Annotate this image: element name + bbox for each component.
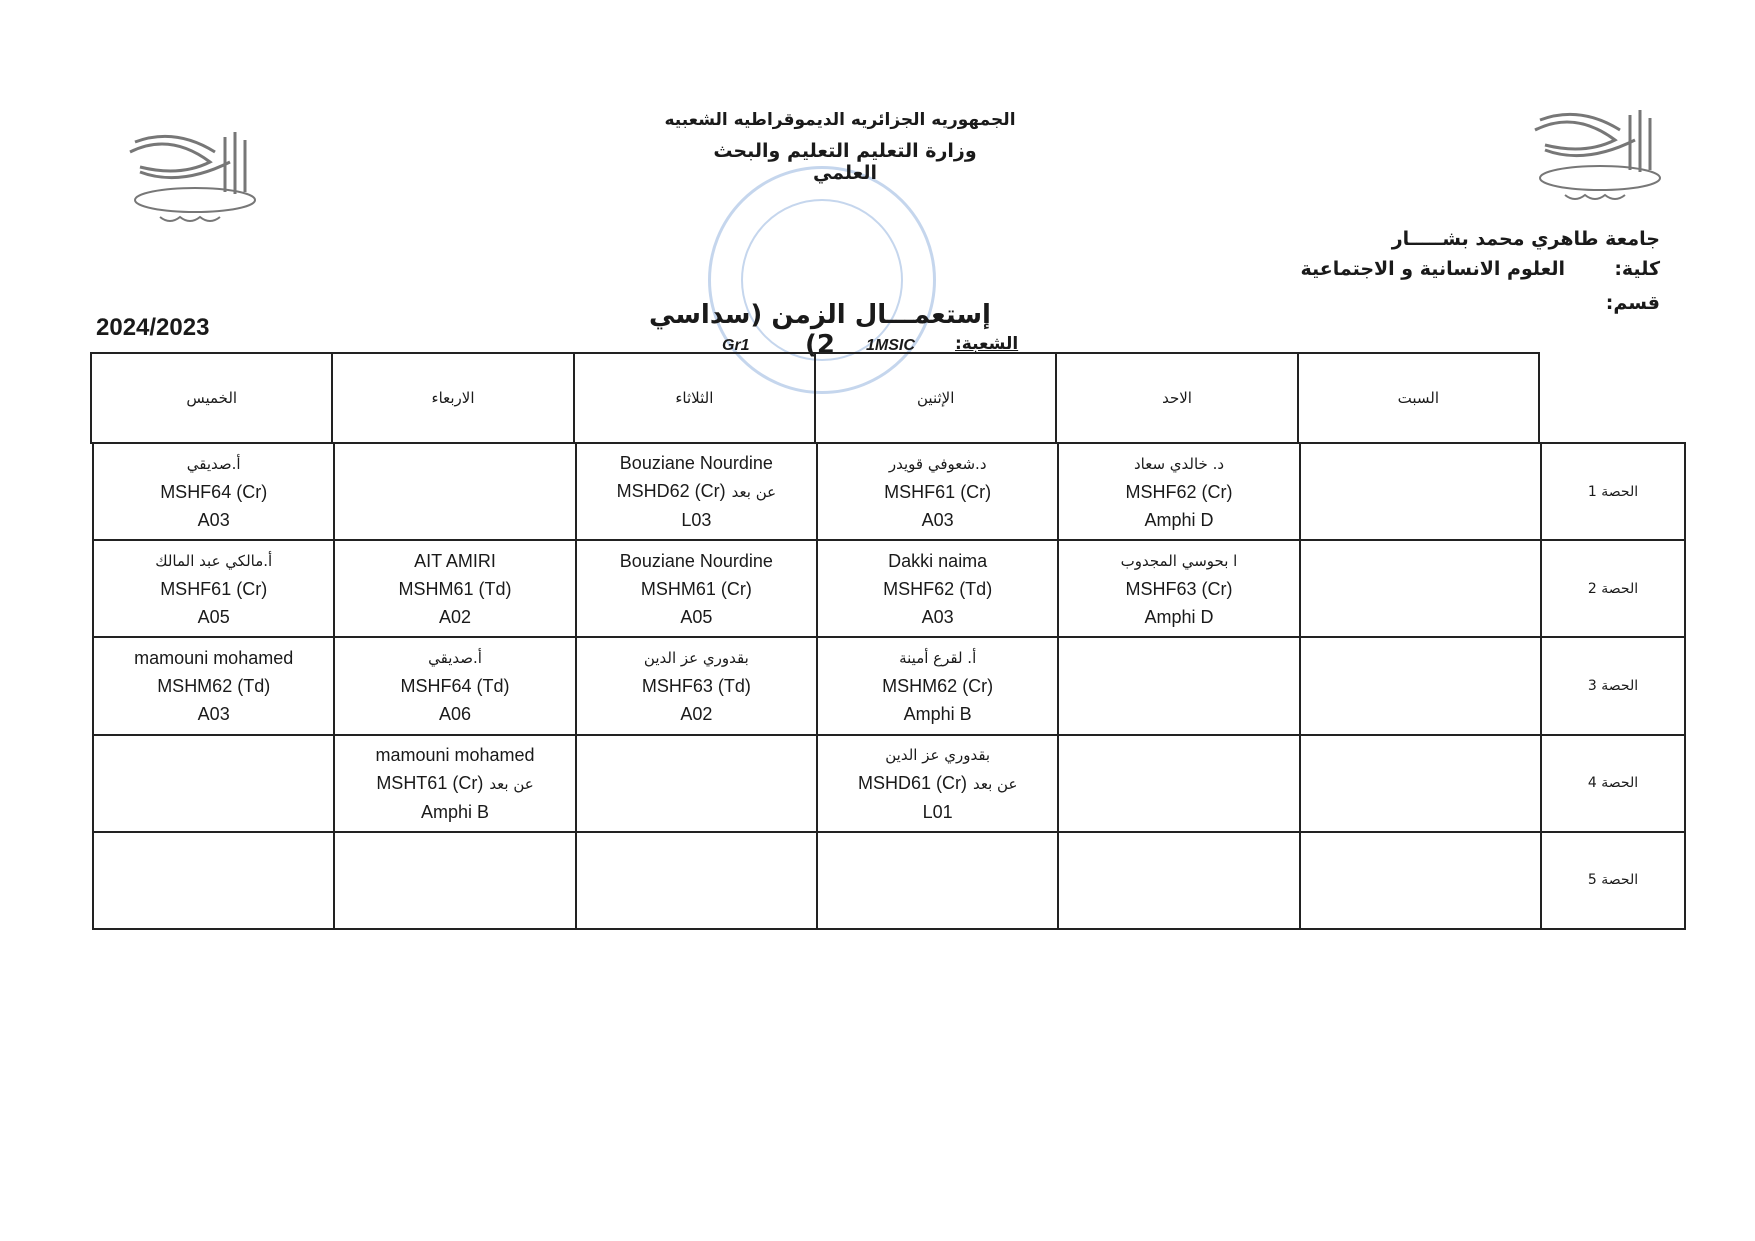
republic-title: الجمهوريه الجزائريه الديموقراطيه الشعبيه xyxy=(664,110,1016,130)
day-thursday: الخميس xyxy=(186,389,238,407)
course-code: MSHF61 (Cr) xyxy=(160,578,268,599)
schedule-cell xyxy=(94,541,333,636)
schedule-cell xyxy=(575,638,816,733)
room-name: A03 xyxy=(197,704,230,724)
session-label: الحصة 4 xyxy=(1540,736,1684,831)
course-code: MSHT61 (Cr) xyxy=(376,772,484,793)
course-line xyxy=(884,481,991,503)
session-label: الحصة 1 xyxy=(1540,444,1684,539)
course-line xyxy=(160,578,267,600)
teacher-name: mamouni mohamed xyxy=(375,744,535,765)
course-line xyxy=(617,480,776,503)
room-name: Amphi D xyxy=(1144,509,1214,530)
room-name: L03 xyxy=(681,510,712,531)
schedule-cell xyxy=(1057,541,1298,636)
schedule-row xyxy=(94,638,1684,735)
course-line xyxy=(401,675,510,697)
timetable-title: إستعمـــال الزمن (سداسي 2) xyxy=(649,300,991,360)
course-code: MSHF61 (Cr) xyxy=(884,481,992,502)
room-name: A06 xyxy=(439,704,472,724)
schedule-cell xyxy=(94,736,333,831)
schedule-row xyxy=(94,736,1684,833)
course-code: MSHF62 (Td) xyxy=(883,578,993,599)
session-label: الحصة 5 xyxy=(1540,833,1684,928)
course-line xyxy=(642,675,751,697)
schedule-cell xyxy=(1299,638,1540,733)
schedule-cell xyxy=(1057,833,1298,928)
schedule-cell xyxy=(1299,444,1540,539)
teacher-name: د. خالدي سعاد xyxy=(1133,454,1225,473)
remote-tag: عن بعد xyxy=(972,774,1018,793)
remote-tag: عن بعد xyxy=(731,483,777,502)
schedule-cell xyxy=(333,444,574,539)
teacher-name: AIT AMIRI xyxy=(414,550,496,571)
course-line xyxy=(1126,481,1233,503)
day-saturday: السبت xyxy=(1297,354,1538,442)
schedule-cell xyxy=(94,833,333,928)
course-line xyxy=(1126,578,1233,600)
course-code: MSHF64 (Cr) xyxy=(160,481,268,502)
branch-value: 1MSIC xyxy=(866,337,915,354)
schedule-grid xyxy=(92,442,1686,930)
faculty-value: العلوم الانسانية و الاجتماعية xyxy=(1300,258,1565,280)
teacher-name: Bouziane Nourdine xyxy=(619,453,773,474)
schedule-cell xyxy=(1299,541,1540,636)
course-code: MSHM61 (Td) xyxy=(398,578,512,599)
academic-year: 2024/2023 xyxy=(96,314,210,341)
room-name: Amphi D xyxy=(1144,606,1214,627)
course-line xyxy=(858,772,1017,795)
room-name: L01 xyxy=(922,801,953,822)
university-logo-left xyxy=(120,122,270,232)
room-name: Amphi B xyxy=(903,704,972,724)
day-monday: الإثنين xyxy=(814,354,1055,442)
schedule-cell xyxy=(1057,736,1298,831)
university-name: جامعة طاهري محمد بشـــــار xyxy=(1391,228,1660,250)
course-line xyxy=(160,481,267,503)
schedule-cell xyxy=(1057,638,1298,733)
schedule-cell xyxy=(575,833,816,928)
teacher-name: بقدوري عز الدين xyxy=(885,745,991,764)
remote-tag: عن بعد xyxy=(489,774,534,793)
course-code: MSHF63 (Cr) xyxy=(1125,578,1233,599)
course-line xyxy=(157,675,270,697)
group-value: Gr1 xyxy=(722,337,750,354)
teacher-name: أ.صديقي xyxy=(428,649,482,667)
teacher-name: أ. لقرع أمينة xyxy=(899,649,977,667)
schedule-cell xyxy=(575,736,816,831)
days-header xyxy=(90,352,1540,444)
schedule-cell xyxy=(575,444,816,539)
course-code: MSHF64 (Td) xyxy=(400,676,510,696)
course-line xyxy=(399,578,512,600)
course-line xyxy=(376,772,533,795)
room-name: A03 xyxy=(921,509,954,530)
room-name: A03 xyxy=(921,606,954,627)
schedule-row xyxy=(94,541,1684,638)
course-code: MSHF62 (Cr) xyxy=(1125,481,1233,502)
session-label: الحصة 3 xyxy=(1540,638,1684,733)
schedule-cell xyxy=(575,541,816,636)
teacher-name: Bouziane Nourdine xyxy=(619,550,773,571)
schedule-cell xyxy=(94,444,333,539)
course-code: MSHD61 (Cr) xyxy=(857,772,967,793)
room-name: A05 xyxy=(680,606,713,627)
faculty-label: كلية: xyxy=(1614,258,1660,280)
day-sunday: الاحد xyxy=(1055,354,1296,442)
schedule-cell xyxy=(333,833,574,928)
schedule-cell xyxy=(94,638,333,733)
schedule-cell xyxy=(333,736,574,831)
day-tuesday: الثلاثاء xyxy=(573,354,814,442)
teacher-name: أ.صديقي xyxy=(186,454,241,473)
schedule-cell xyxy=(816,833,1057,928)
teacher-name: ا بحوسي المجدوب xyxy=(1120,551,1238,570)
room-name: A02 xyxy=(439,606,472,627)
schedule-cell xyxy=(816,638,1057,733)
schedule-cell xyxy=(333,638,574,733)
course-code: MSHF63 (Td) xyxy=(641,676,751,696)
day-wednesday: الاربعاء xyxy=(331,354,572,442)
schedule-cell xyxy=(333,541,574,636)
branch-label: الشعبة: xyxy=(955,334,1019,354)
room-name: A02 xyxy=(680,704,713,724)
department-label: قسم: xyxy=(1605,292,1660,314)
room-name: A03 xyxy=(197,509,230,530)
schedule-cell xyxy=(1299,736,1540,831)
schedule-cell xyxy=(1057,444,1298,539)
course-code: MSHD62 (Cr) xyxy=(616,481,726,502)
ministry-title: وزارة التعليم التعليم والبحث العلمي xyxy=(713,140,977,184)
course-code: MSHM62 (Cr) xyxy=(882,676,994,696)
schedule-row xyxy=(94,444,1684,541)
session-label: الحصة 2 xyxy=(1540,541,1684,636)
teacher-name: mamouni mohamed xyxy=(134,648,294,668)
teacher-name: أ.مالكي عبد المالك xyxy=(155,551,273,570)
course-line xyxy=(882,675,993,697)
room-name: A05 xyxy=(197,606,230,627)
schedule-cell xyxy=(816,541,1057,636)
course-code: MSHM61 (Cr) xyxy=(640,578,752,599)
university-logo-right xyxy=(1525,100,1675,210)
course-line xyxy=(883,578,992,600)
schedule-row xyxy=(94,833,1684,928)
room-name: Amphi B xyxy=(421,801,490,822)
course-line xyxy=(641,578,752,600)
schedule-cell xyxy=(816,444,1057,539)
schedule-cell xyxy=(816,736,1057,831)
schedule-cell xyxy=(1299,833,1540,928)
course-code: MSHM62 (Td) xyxy=(157,676,271,696)
teacher-name: د.شعوفي قويدر xyxy=(888,454,987,473)
teacher-name: Dakki naima xyxy=(888,550,988,571)
teacher-name: بقدوري عز الدين xyxy=(643,649,749,667)
